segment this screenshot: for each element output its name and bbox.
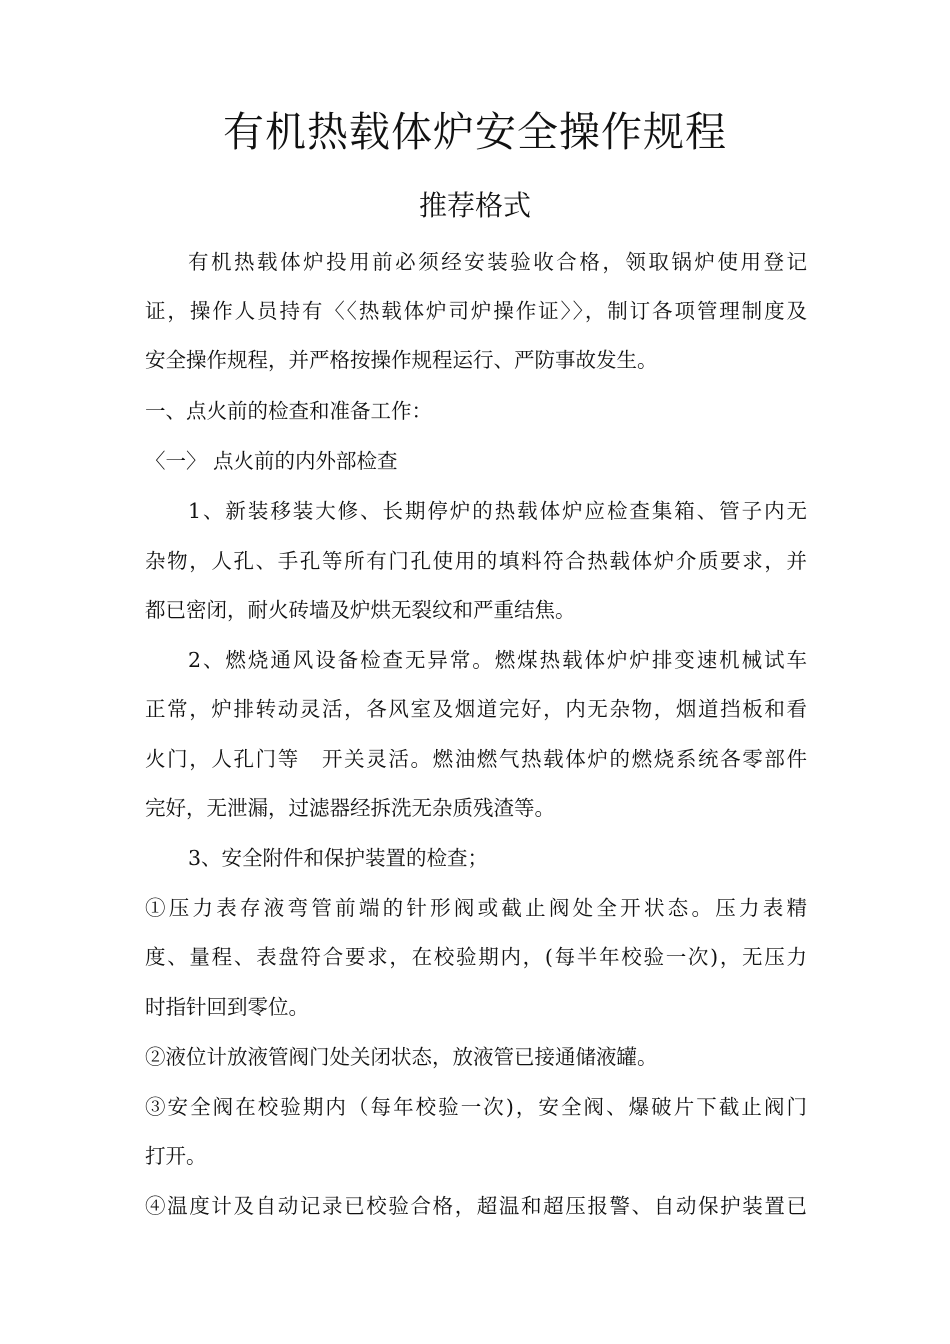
text-line: 都已密闭，耐火砖墙及炉烘无裂纹和严重结焦。: [145, 598, 576, 622]
text-line: 证，操作人员持有〈〈热载体炉司炉操作证〉〉，制订各项管理制度及: [145, 299, 807, 323]
subsection-heading: 〈一〉 点火前的内外部检查: [145, 449, 398, 473]
text-line: 时指针回到零位。: [145, 995, 309, 1019]
text-line: ④温度计及自动记录已校验合格，超温和超压报警、自动保护装置已: [145, 1194, 807, 1218]
text-line: 3、安全附件和保护装置的检查；: [188, 846, 489, 870]
text-line: 度、量程、表盘符合要求，在校验期内，(每半年校验一次)，无压力: [145, 945, 807, 969]
text-line: 火门，人孔门等 开关灵活。燃油燃气热载体炉的燃烧系统各零部件: [145, 747, 807, 771]
text-line: 有机热载体炉投用前必须经安装验收合格，领取锅炉使用登记: [188, 250, 807, 274]
text-line: 完好，无泄漏，过滤器经拆洗无杂质残渣等。: [145, 796, 555, 820]
section-heading: 一、点火前的检查和准备工作：: [145, 399, 432, 423]
text-line: 杂物，人孔、手孔等所有门孔使用的填料符合热载体炉介质要求，并: [145, 549, 807, 573]
text-line: 打开。: [145, 1144, 207, 1168]
text-line: ③安全阀在校验期内（每年校验一次)，安全阀、爆破片下截止阀门: [145, 1095, 807, 1119]
text-line: 1、新装移装大修、长期停炉的热载体炉应检查集箱、管子内无: [188, 499, 807, 523]
text-line: ②液位计放液管阀门处关闭状态，放液管已接通储液罐。: [145, 1045, 658, 1069]
document-title: 有机热载体炉安全操作规程: [223, 108, 727, 156]
text-line: 2、燃烧通风设备检查无异常。燃煤热载体炉炉排变速机械试车: [188, 648, 807, 672]
text-line: ①压力表存液弯管前端的针形阀或截止阀处全开状态。压力表精: [145, 896, 807, 920]
document-subtitle: 推荐格式: [418, 189, 531, 222]
text-line: 安全操作规程，并严格按操作规程运行、严防事故发生。: [145, 348, 658, 372]
text-line: 正常，炉排转动灵活，各风室及烟道完好，内无杂物，烟道挡板和看: [145, 697, 807, 721]
